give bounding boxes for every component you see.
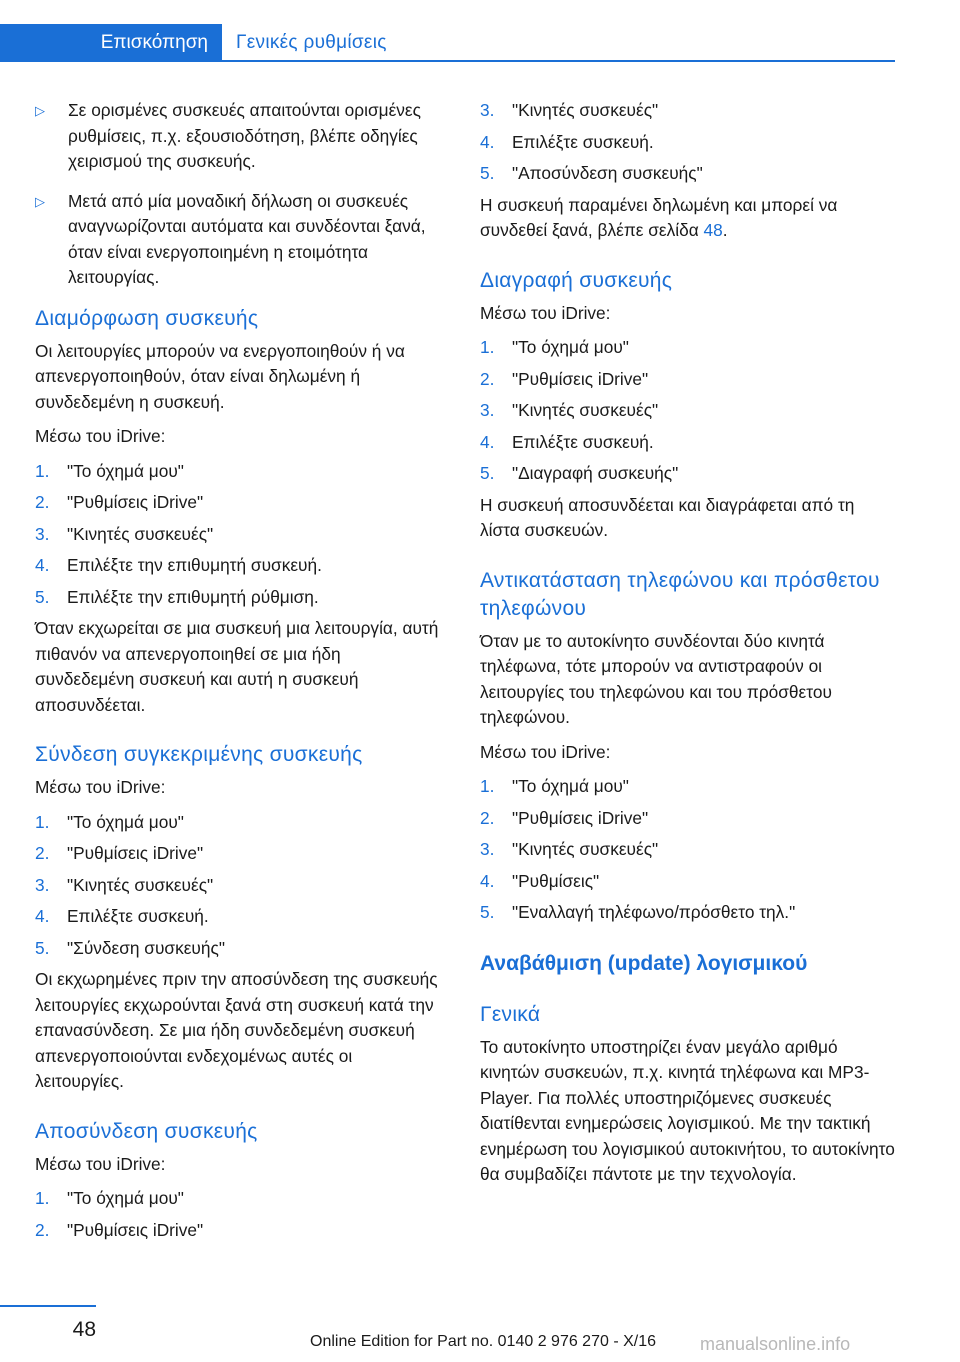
watermark: manualsonline.info bbox=[700, 1334, 851, 1354]
step-item: 5. "Σύνδεση συσκευής" bbox=[35, 936, 443, 962]
step-item: 2. "Ρυθμίσεις iDrive" bbox=[480, 806, 895, 832]
step-number: 5. bbox=[35, 937, 50, 958]
step-number: 1. bbox=[35, 811, 50, 832]
chapter-title-software-update: Αναβάθμιση (update) λογισμικού bbox=[480, 951, 808, 975]
steps-list bbox=[35, 1186, 443, 1243]
page-reference-link[interactable]: 48 bbox=[703, 220, 723, 240]
via-idrive-text: Μέσω του iDrive: bbox=[35, 426, 166, 446]
step-number: 2. bbox=[35, 1219, 50, 1240]
step-number: 5. bbox=[480, 463, 495, 483]
step-number: 1. bbox=[480, 337, 495, 357]
step-item: 5. Επιλέξτε την επιθυμητή ρύθμιση. bbox=[35, 585, 443, 611]
step-item: 5. "Αποσύνδεση συσκευής" bbox=[480, 161, 895, 187]
section-title-delete-device: Διαγραφή συσκευής bbox=[480, 268, 673, 292]
step-item: 2. "Ρυθμίσεις iDrive" bbox=[35, 841, 443, 867]
step-number: 2. bbox=[35, 492, 50, 512]
step-number: 5. bbox=[480, 163, 495, 183]
step-number: 1. bbox=[35, 1188, 50, 1208]
step-item: 3. "Κινητές συσκευές" bbox=[480, 398, 895, 424]
step-item: 1. "Το όχημά μου" bbox=[480, 774, 895, 800]
steps-list bbox=[480, 774, 895, 926]
step-number: 3. bbox=[480, 400, 495, 420]
step-item: 5. "Εναλλαγή τηλέφωνο/πρόσθετο τηλ." bbox=[480, 900, 895, 926]
edition-text: Online Edition for Part no. 0140 2 976 270 - X/16 bbox=[310, 1333, 657, 1350]
triangle-bullet-icon: ▷ bbox=[35, 193, 45, 209]
step-number: 1. bbox=[480, 776, 495, 796]
section-title-swap-phone: Αντικατάσταση τηλεφώνου και πρόσθετου τηλεφώνου bbox=[480, 568, 880, 620]
paragraph: Οι εκχωρημένες πριν την αποσύνδεση της συσκευής λειτουργίες εκχωρούνται ξανά στη συσκευή κατά την επανασύνδεση. Σε μια ήδη συνδεδεμένη συσκευή απενεργοποιούνται ενδεχομένως αυτές οι λειτουργίες. bbox=[35, 969, 438, 1091]
section-title-disconnect-device: Αποσύνδεση συσκευής bbox=[35, 1119, 258, 1143]
step-item: 1. "Το όχημά μου" bbox=[480, 335, 895, 361]
steps-list bbox=[35, 459, 443, 611]
section-title-connect-device: Σύνδεση συγκεκριμένης συσκευής bbox=[35, 743, 363, 766]
step-number: 2. bbox=[480, 807, 495, 828]
step-number: 5. bbox=[480, 902, 495, 922]
step-number: 4. bbox=[480, 870, 495, 891]
tab-overview[interactable]: Επισκόπηση bbox=[0, 24, 222, 62]
step-item: 1. "Το όχημά μου" bbox=[35, 1186, 443, 1212]
page-header bbox=[0, 0, 960, 62]
paragraph: Όταν εκχωρείται σε μια συσκευή μια λειτουργία, αυτή πιθανόν να απενεργοποιηθεί σε μια ήδη συνδεδεμένη συσκευή και αυτή η συσκευή αποσυνδέεται. bbox=[35, 618, 439, 715]
bullet-item: ▷ Σε ορισμένες συσκευές απαιτούνται ορισμένες ρυθμίσεις, π.χ. εξουσιοδότηση, βλέπε οδηγίες χειρισμού της συσκευής. bbox=[35, 100, 421, 171]
paragraph: Το αυτοκίνητο υποστηρίζει έναν μεγάλο αριθμό κινητών συσκευών, π.χ. κινητά τηλέφωνα και MP3-Player. Για πολλές υποστηριζόμενες συσκευές διατίθενται ενημερώσεις λογισμικού. Με την τακτική ενημέρωση του λογισμικού αυτοκινήτου, το αυτοκίνητο θα συμβαδίζει πάντοτε με την τεχνολογία. bbox=[480, 1036, 895, 1184]
triangle-bullet-icon: ▷ bbox=[35, 103, 45, 118]
step-item: 5. "Διαγραφή συσκευής" bbox=[480, 461, 895, 487]
via-idrive-text: Μέσω του iDrive: bbox=[480, 741, 611, 762]
step-item: 4. Επιλέξτε συσκευή. bbox=[480, 430, 895, 456]
step-item: 2. "Ρυθμίσεις iDrive" bbox=[35, 490, 443, 516]
step-item: 1. "Το όχημά μου" bbox=[35, 459, 443, 485]
step-item: 4. Επιλέξτε συσκευή. bbox=[35, 904, 443, 930]
steps-list bbox=[480, 98, 895, 187]
step-number: 5. bbox=[35, 586, 50, 607]
step-number: 4. bbox=[35, 906, 50, 926]
section-title-device-config: Διαμόρφωση συσκευής bbox=[35, 306, 259, 330]
via-idrive-text: Μέσω του iDrive: bbox=[480, 302, 611, 323]
paragraph: Η συσκευή παραμένει δηλωμένη και μπορεί να συνδεθεί ξανά, βλέπε σελίδα 48. bbox=[480, 194, 838, 240]
step-number: 4. bbox=[480, 431, 495, 452]
header-divider bbox=[0, 60, 895, 62]
step-item: 3. "Κινητές συσκευές" bbox=[35, 522, 443, 548]
paragraph: Η συσκευή αποσυνδέεται και διαγράφεται από τη λίστα συσκευών. bbox=[480, 494, 855, 540]
via-idrive-text: Μέσω του iDrive: bbox=[35, 777, 166, 797]
step-number: 1. bbox=[35, 460, 50, 481]
step-number: 3. bbox=[35, 874, 50, 895]
bullet-item: ▷ Μετά από μία μοναδική δήλωση οι συσκευές αναγνωρίζονται αυτόματα και συνδέονται ξανά, όταν είναι ενεργοποιημένη η ετοιμότητα λειτουργίας. bbox=[35, 190, 426, 287]
step-item: 3. "Κινητές συσκευές" bbox=[480, 837, 895, 863]
footer-divider bbox=[0, 1305, 96, 1307]
step-number: 4. bbox=[480, 131, 495, 152]
bullet-list bbox=[35, 98, 443, 291]
step-number: 3. bbox=[480, 839, 495, 859]
step-item: 1. "Το όχημά μου" bbox=[35, 810, 443, 836]
page-number: 48 bbox=[72, 1318, 96, 1341]
via-idrive-text: Μέσω του iDrive: bbox=[35, 1153, 166, 1174]
step-item: 4. Επιλέξτε συσκευή. bbox=[480, 130, 895, 156]
step-number: 2. bbox=[480, 368, 495, 389]
step-number: 2. bbox=[35, 843, 50, 863]
steps-list bbox=[480, 335, 895, 487]
right-column bbox=[480, 98, 895, 1197]
step-item: 3. "Κινητές συσκευές" bbox=[35, 873, 443, 899]
step-item: 2. "Ρυθμίσεις iDrive" bbox=[480, 367, 895, 393]
step-item: 4. Επιλέξτε την επιθυμητή συσκευή. bbox=[35, 553, 443, 579]
step-item: 2. "Ρυθμίσεις iDrive" bbox=[35, 1218, 443, 1244]
step-number: 3. bbox=[35, 523, 50, 544]
step-number: 3. bbox=[480, 100, 495, 120]
section-title-general: Γενικά bbox=[480, 1002, 541, 1026]
paragraph: Όταν με το αυτοκίνητο συνδέονται δύο κινητά τηλέφωνα, τότε μπορούν να αντιστραφούν οι λειτουργίες του τηλεφώνου και του πρόσθετου τηλεφώνου. bbox=[480, 630, 832, 727]
tab-general-settings[interactable]: Γενικές ρυθμίσεις bbox=[236, 32, 387, 53]
step-number: 4. bbox=[35, 555, 50, 575]
steps-list bbox=[35, 810, 443, 962]
paragraph: Οι λειτουργίες μπορούν να ενεργοποιηθούν ή να απενεργοποιηθούν, όταν είναι δηλωμένη ή συνδεδεμένη η συσκευή. bbox=[35, 340, 405, 412]
step-item: 3. "Κινητές συσκευές" bbox=[480, 98, 895, 124]
left-column bbox=[35, 98, 443, 1249]
step-item: 4. "Ρυθμίσεις" bbox=[480, 869, 895, 895]
